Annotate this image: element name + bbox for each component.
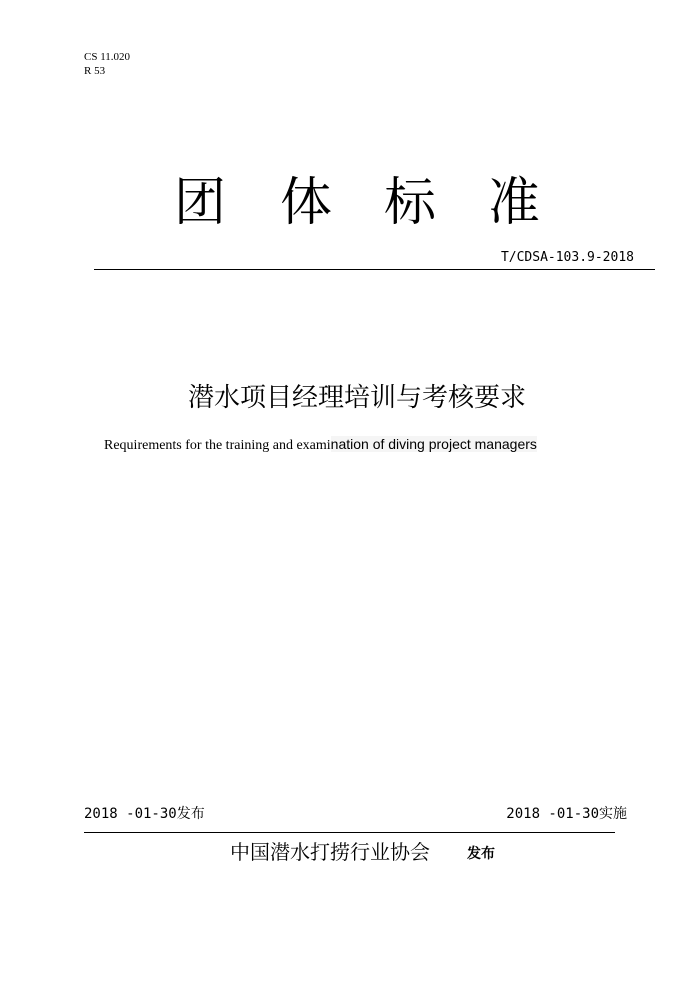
ics-code: CS 11.020	[84, 51, 131, 63]
standard-number: T/CDSA-103.9-2018	[500, 250, 634, 265]
category-char-2: 体	[280, 173, 333, 233]
category-char-3: 标	[384, 173, 437, 233]
standard-category-title	[170, 168, 560, 238]
publisher-name: 中国潜水打捞行业协会	[230, 840, 430, 864]
bottom-divider	[84, 832, 615, 833]
publish-date-block	[84, 804, 205, 824]
publisher-action: 发布	[467, 846, 495, 862]
document-title-en	[104, 434, 537, 456]
title-en-part-2: nation of diving project managers	[330, 436, 537, 452]
ccs-code: R 53	[84, 65, 106, 77]
implement-date-block	[506, 804, 627, 824]
implement-date: 2018 -01-30	[506, 806, 599, 822]
publish-date: 2018 -01-30	[84, 806, 177, 822]
category-char-4: 准	[488, 173, 541, 233]
title-en-part-1: Requirements for the training and exami	[104, 438, 331, 453]
classification-codes	[84, 50, 130, 78]
publish-label: 发布	[176, 806, 205, 822]
document-title-zh: 潜水项目经理培训与考核要求	[187, 383, 526, 413]
implement-label: 实施	[599, 806, 627, 822]
top-divider	[94, 269, 655, 270]
category-char-1: 团	[174, 173, 227, 233]
publisher-row	[0, 838, 700, 868]
